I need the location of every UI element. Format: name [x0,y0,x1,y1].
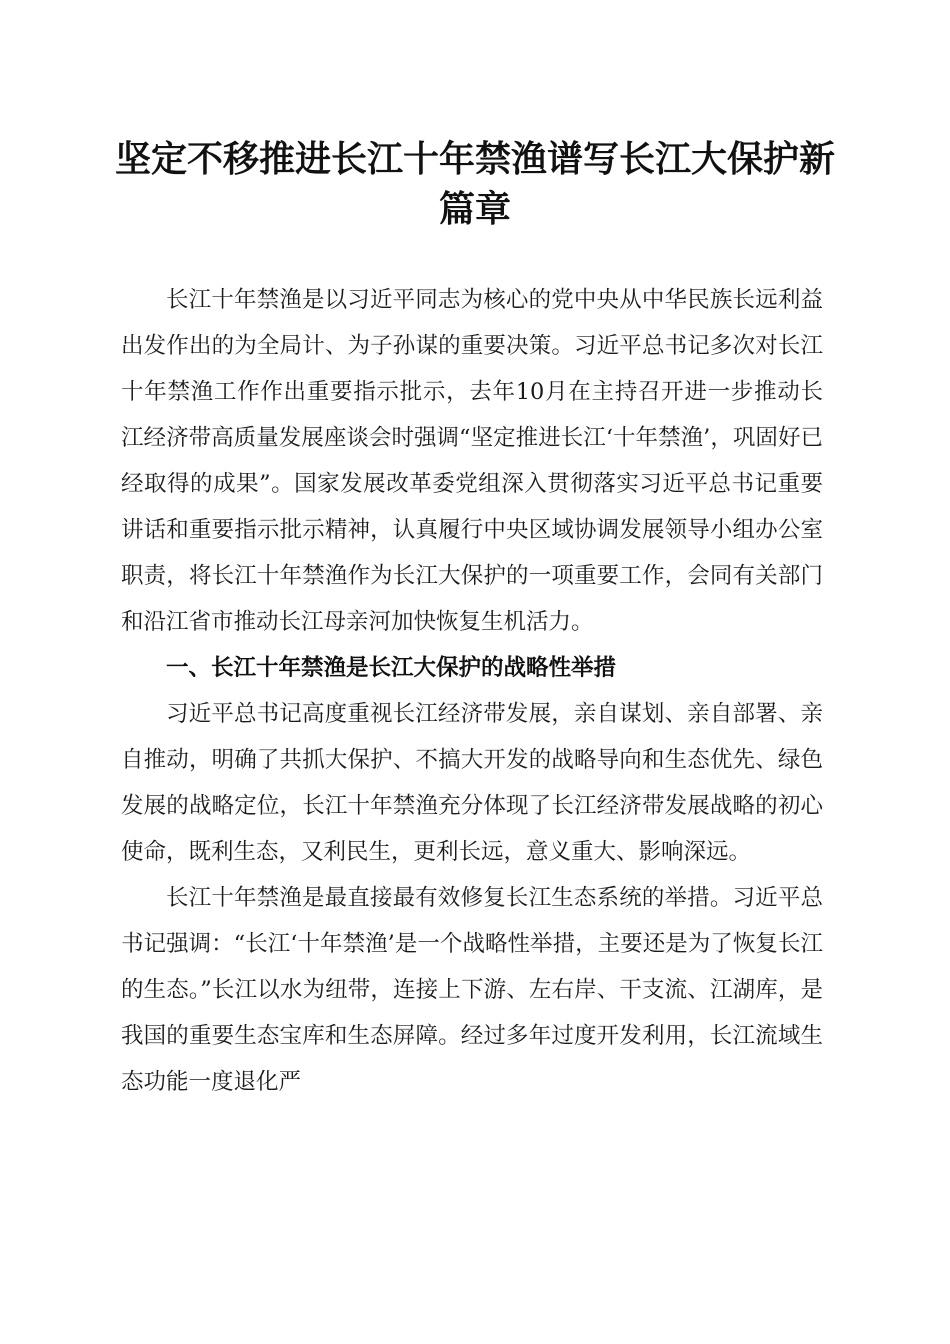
section-heading-1: 一、长江十年禁渔是长江大保护的战略性举措 [166,655,617,681]
document-title: 坚定不移推进长江十年禁渔谱写长江大保护新篇章 [114,138,835,230]
paragraph-section1-point1: 长江十年禁渔是最直接最有效修复长江生态系统的举措。习近平总书记强调：“长江‘十年禁渔’是一个战略性举措，主要还是为了恢复长江的生态。”长江以水为纽带，连接上下游、左右岸、干支流、江湖库，是我国的重要生态宝库和生态屏障。经过多年过度开发利用，长江流域生态功能一度退化严 [121,885,823,1095]
document-body [121,277,823,1105]
paragraph-section1-intro: 习近平总书记高度重视长江经济带发展，亲自谋划、亲自部署、亲自推动，明确了共抓大保护、不搞大开发的战略导向和生态优先、绿色发展的战略定位，长江十年禁渔充分体现了长江经济带发展战略的初心使命，既利生态，又利民生，更利长远，意义重大、影响深远。 [121,701,823,865]
paragraph-intro: 长江十年禁渔是以习近平同志为核心的党中央从中华民族长远利益出发作出的为全局计、为子孙谋的重要决策。习近平总书记多次对长江十年禁渔工作作出重要指示批示，去年10月在主持召开进一步推动长江经济带高质量发展座谈会时强调“坚定推进长江‘十年禁渔’，巩固好已经取得的成果”。国家发展改革委党组深入贯彻落实习近平总书记重要讲话和重要指示批示精神，认真履行中央区域协调发展领导小组办公室职责，将长江十年禁渔作为长江大保护的一项重要工作，会同有关部门和沿江省市推动长江母亲河加快恢复生机活力。 [121,287,823,635]
